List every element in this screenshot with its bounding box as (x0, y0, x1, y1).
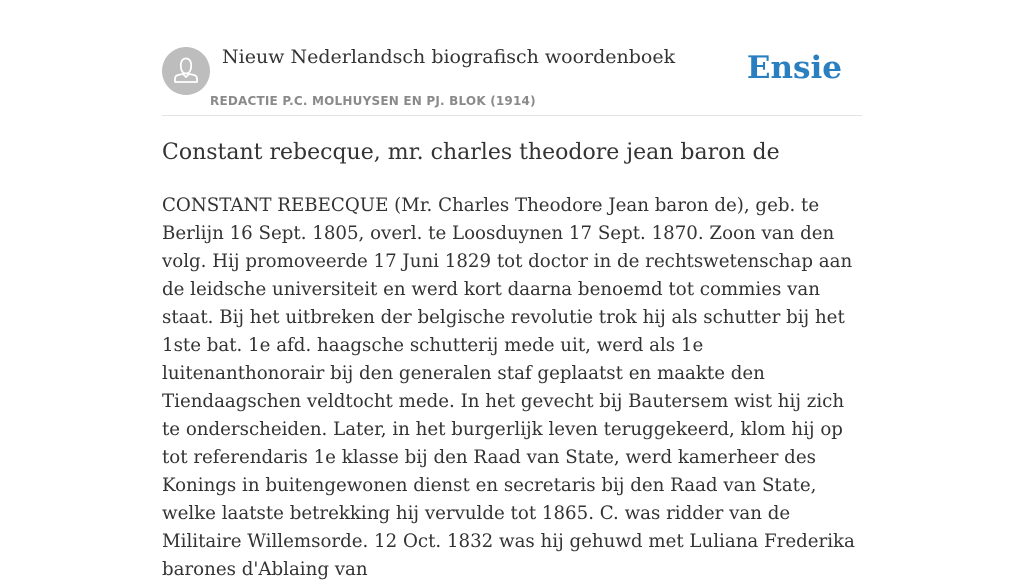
user-icon (162, 47, 210, 95)
ensie-logo[interactable]: Ensie (746, 50, 842, 86)
article-title: Constant rebecque, mr. charles theodore jean baron de (162, 140, 780, 165)
source-header (162, 44, 862, 116)
header-divider (162, 115, 862, 116)
article-body: CONSTANT REBECQUE (Mr. Charles Theodore Jean baron de), geb. te Berlijn 16 Sept. 1805, overl. te Loosduynen 17 Sept. 1870. Zoon van den volg. Hij promoveerde 17 Juni 1829 tot doctor in de rechtswetenschap aan de leidsche universiteit en werd kort daarna benoemd tot commies van staat. Bij het uitbreken der belgische revolutie trok hij als schutter bij het 1ste bat. 1e afd. haagsche schutterij mede uit, werd als 1e luitenanthonorair bij den generalen staf geplaatst en maakte den Tiendaagschen veldtocht mede. In het gevecht bij Bautersem wist hij zich te onderscheiden. Later, in het burgerlijk leven teruggekeerd, klom hij op tot referendaris 1e klasse bij den Raad van State, werd kamerheer des Konings in buitengewonen dienst en secretaris bij den Raad van State, welke laatste betrekking hij vervulde tot 1865. C. was ridder van de Militaire Willemsorde. 12 Oct. 1832 was hij gehuwd met Luliana Frederika barones d'Ablaing van (162, 195, 855, 580)
avatar[interactable] (162, 47, 210, 95)
source-title[interactable]: Nieuw Nederlandsch biografisch woordenboek (222, 46, 676, 68)
source-subtitle: REDACTIE P.C. MOLHUYSEN EN PJ. BLOK (1914) (210, 94, 536, 108)
